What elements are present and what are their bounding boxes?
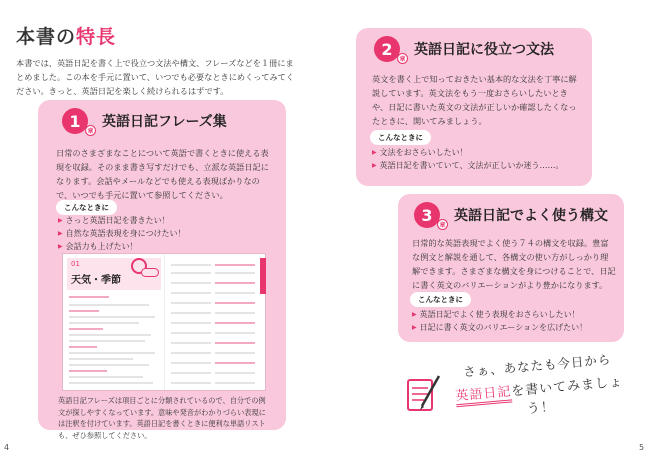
page-number-right: 5 <box>639 443 645 452</box>
list-item: ▶ 英語日記を書いていて、文法が正しいか迷う……。 <box>372 159 563 172</box>
closing-message <box>442 348 637 424</box>
sample-section-number: 01 <box>71 260 80 268</box>
feature2-body: 英文を書く上で知っておきたい基本的な文法を丁寧に解説しています。英文法をもう一度おさらいしたいときや、日記に書いた英文の文法が正しいか確認したくなったときに、開いてみましょう。 <box>372 74 577 126</box>
list-item: ▶ 会話力も上げたい！ <box>58 240 185 253</box>
feature2-panel <box>356 28 592 186</box>
feature1-heading <box>62 108 227 134</box>
list-item: ▶ さっと英語日記を書きたい！ <box>58 214 185 227</box>
feature3-list <box>412 308 587 334</box>
sample-side-tab <box>260 258 266 294</box>
chapter-mark: 章 <box>85 125 96 136</box>
title-prefix: 本書の <box>16 26 77 48</box>
feature2-heading-text: 英語日記に役立つ文法 <box>414 42 554 58</box>
list-item: ▶ 英語日記でよく使う表現をおさらいしたい！ <box>412 308 587 321</box>
feature3-panel <box>398 194 624 342</box>
feature2-number-badge: 2 章 <box>374 36 400 62</box>
chapter-mark: 章 <box>397 53 408 64</box>
feature1-caption: 英語日記フレーズは項目ごとに分類されているので、自分での例文が探しやすくなっています。意味や発音がわかりづらい表現には注釈を付けています。英語日記を書くときに便利な単語リストも、ぜひ参照してください。 <box>58 396 266 440</box>
closing-line2-rest: を書いてみましょう！ <box>510 374 624 418</box>
feature2-heading <box>374 36 554 62</box>
feature1-list <box>58 214 185 253</box>
page-number-left: 4 <box>4 443 10 452</box>
chapter-mark: 章 <box>437 219 448 230</box>
intro-text: 本書では、英語日記を書く上で役立つ文法や構文、フレーズなどを１冊にまとめました。この本を手元に置いて、いつでも必要なときにめくってみてください。きっと、英語日記を楽しく続けられるはずです。 <box>16 58 295 96</box>
feature3-heading <box>414 202 608 228</box>
feature3-number-badge: 3 章 <box>414 202 440 228</box>
cloud-icon <box>141 268 159 277</box>
feature2-list <box>372 146 563 172</box>
feature1-body: 日常のさまざまなことについて英語で書くときに使える表現を収録。そのまま書き写すだけでも、立派な英語日記になります。会話やメールなどでも使える表現ばかりなので、いつでも手元に置いて参照してください。 <box>56 148 269 200</box>
notebook-pen-icon <box>404 372 442 414</box>
closing-highlight: 英語日記 <box>455 384 512 407</box>
feature3-when-tag: こんなときに <box>410 292 471 307</box>
feature1-heading-text: 英語日記フレーズ集 <box>102 114 227 130</box>
title-highlight: 特長 <box>76 26 117 48</box>
feature3-heading-text: 英語日記でよく使う構文 <box>454 208 608 224</box>
feature3-body: 日常的な英語表現でよく使う７４の構文を収録。豊富な例文と解説を通して、各構文の使い方がしっかり理解できます。さまざまな構文を身につけることで、日記に書く英文のバリエーションがより豊かになります。 <box>412 238 616 290</box>
book-sample-image <box>62 253 266 391</box>
list-item: ▶ 日記に書く英文のバリエーションを広げたい！ <box>412 321 587 334</box>
feature2-when-tag: こんなときに <box>370 130 431 145</box>
closing-line1: さぁ、あなたも今日から <box>462 351 612 380</box>
feature1-when-tag: こんなときに <box>56 200 117 215</box>
feature1-number-badge: 1 章 <box>62 108 88 134</box>
list-item: ▶ 自然な英語表現を身につけたい！ <box>58 227 185 240</box>
sample-section-title: 天気・季節 <box>71 275 121 286</box>
page-title <box>16 22 116 49</box>
list-item: ▶ 文法をおさらいしたい！ <box>372 146 563 159</box>
